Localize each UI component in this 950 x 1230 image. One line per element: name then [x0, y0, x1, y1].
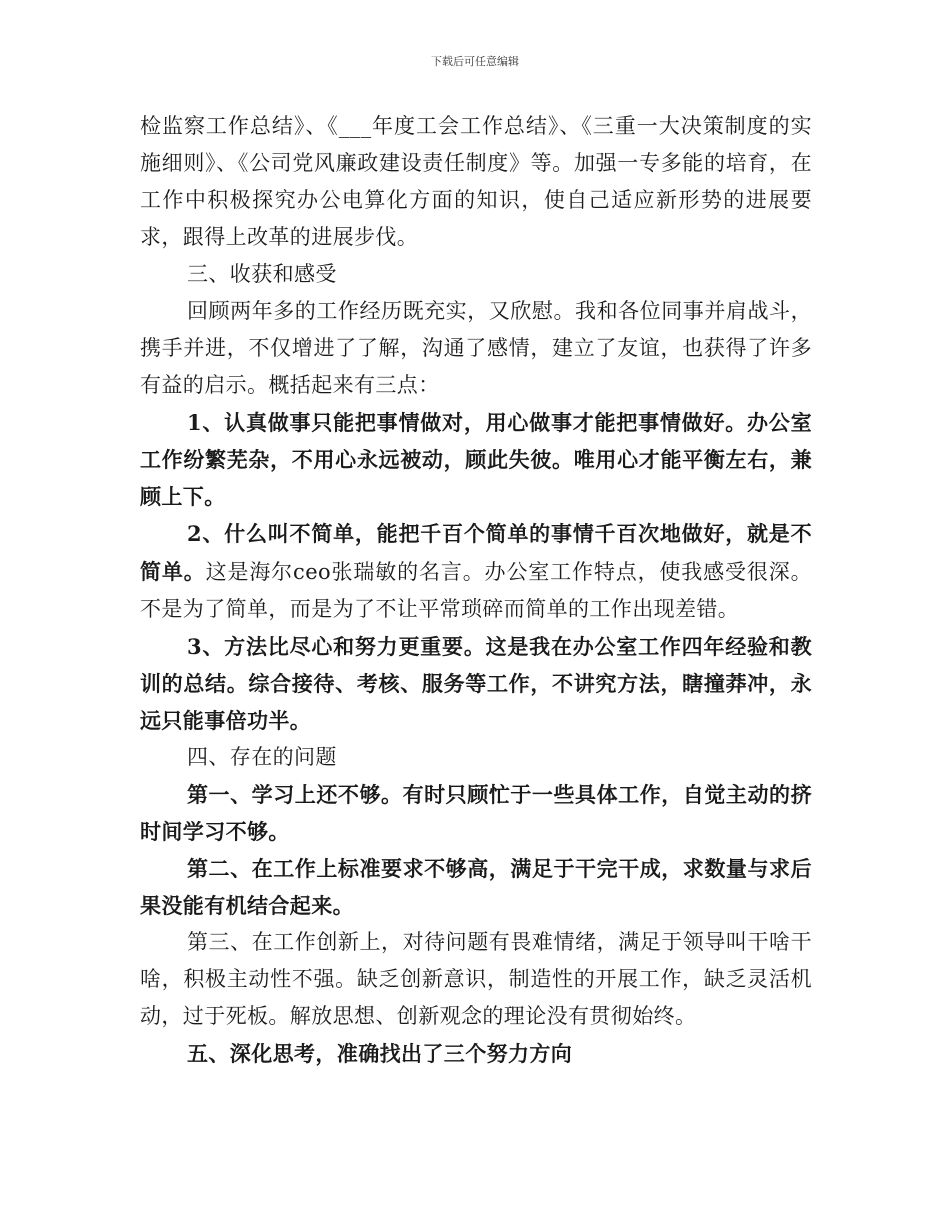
point-2-text: 这是海尔ceo张瑞敏的名言。办公室工作特点，使我感受很深。不是为了简单，而是为了不让平常琐碎而简单的工作出现差错。: [140, 560, 813, 621]
problem-1: 第一、学习上还不够。有时只顾忙于一些具体工作，自觉主动的挤时间学习不够。: [140, 782, 812, 844]
section-heading-4: 四、存在的问题: [187, 745, 337, 769]
point-1: 1、认真做事只能把事情做对，用心做事才能把事情做好。办公室工作纷繁芜杂，不用心永远被动，顾此失彼。唯用心才能平衡左右，兼顾上下。: [140, 410, 812, 509]
fill-in-blank: ___: [338, 114, 372, 138]
page-header: 下载后可任意编辑: [431, 55, 519, 68]
problem-3: 第三、在工作创新上，对待问题有畏难情绪，满足于领导叫干啥干啥，积极主动性不强。缺乏创新意识，制造性的开展工作，缺乏灵活机动，过于死板。解放思想、创新观念的理论没有贯彻始终。: [140, 930, 812, 1028]
paragraph-review: 回顾两年多的工作经历既充实，又欣慰。我和各位同事并肩战斗，携手并进，不仅增进了了解，沟通了感情，建立了友谊，也获得了许多有益的启示。概括起来有三点：: [140, 299, 812, 397]
point-2-bold: 2、什么叫不简单，能把千百个简单的事情千百次地做好，就是不简单。: [140, 521, 812, 584]
problem-2: 第二、在工作上标准要求不够高，满足于干完干成，求数量与求后果没能有机结合起来。: [140, 856, 812, 918]
section-heading-3: 三、收获和感受: [187, 262, 337, 286]
paragraph-text: 检监察工作总结》、《: [140, 114, 339, 138]
point-3: 3、方法比尽心和努力更重要。这是我在办公室工作四年经验和教训的总结。综合接待、考核、服务等工作，不讲究方法，瞎撞莽冲，永远只能事倍功半。: [140, 634, 812, 733]
paragraph-text: 年度工会工作总结》、《三重一大决策制度的实施细则》、《公司党风廉政建设责任制度》等。加强一专多能的培育，在工作中积极探究办公电算化方面的知识，使自己适应新形势的进展要求，跟得上改革的进展步伐。: [140, 114, 813, 249]
document-body: [140, 108, 812, 1072]
point-2: [140, 515, 812, 628]
section-heading-5: 五、深化思考，准确找出了三个努力方向: [187, 1041, 573, 1066]
paragraph-continuation: [140, 108, 812, 256]
